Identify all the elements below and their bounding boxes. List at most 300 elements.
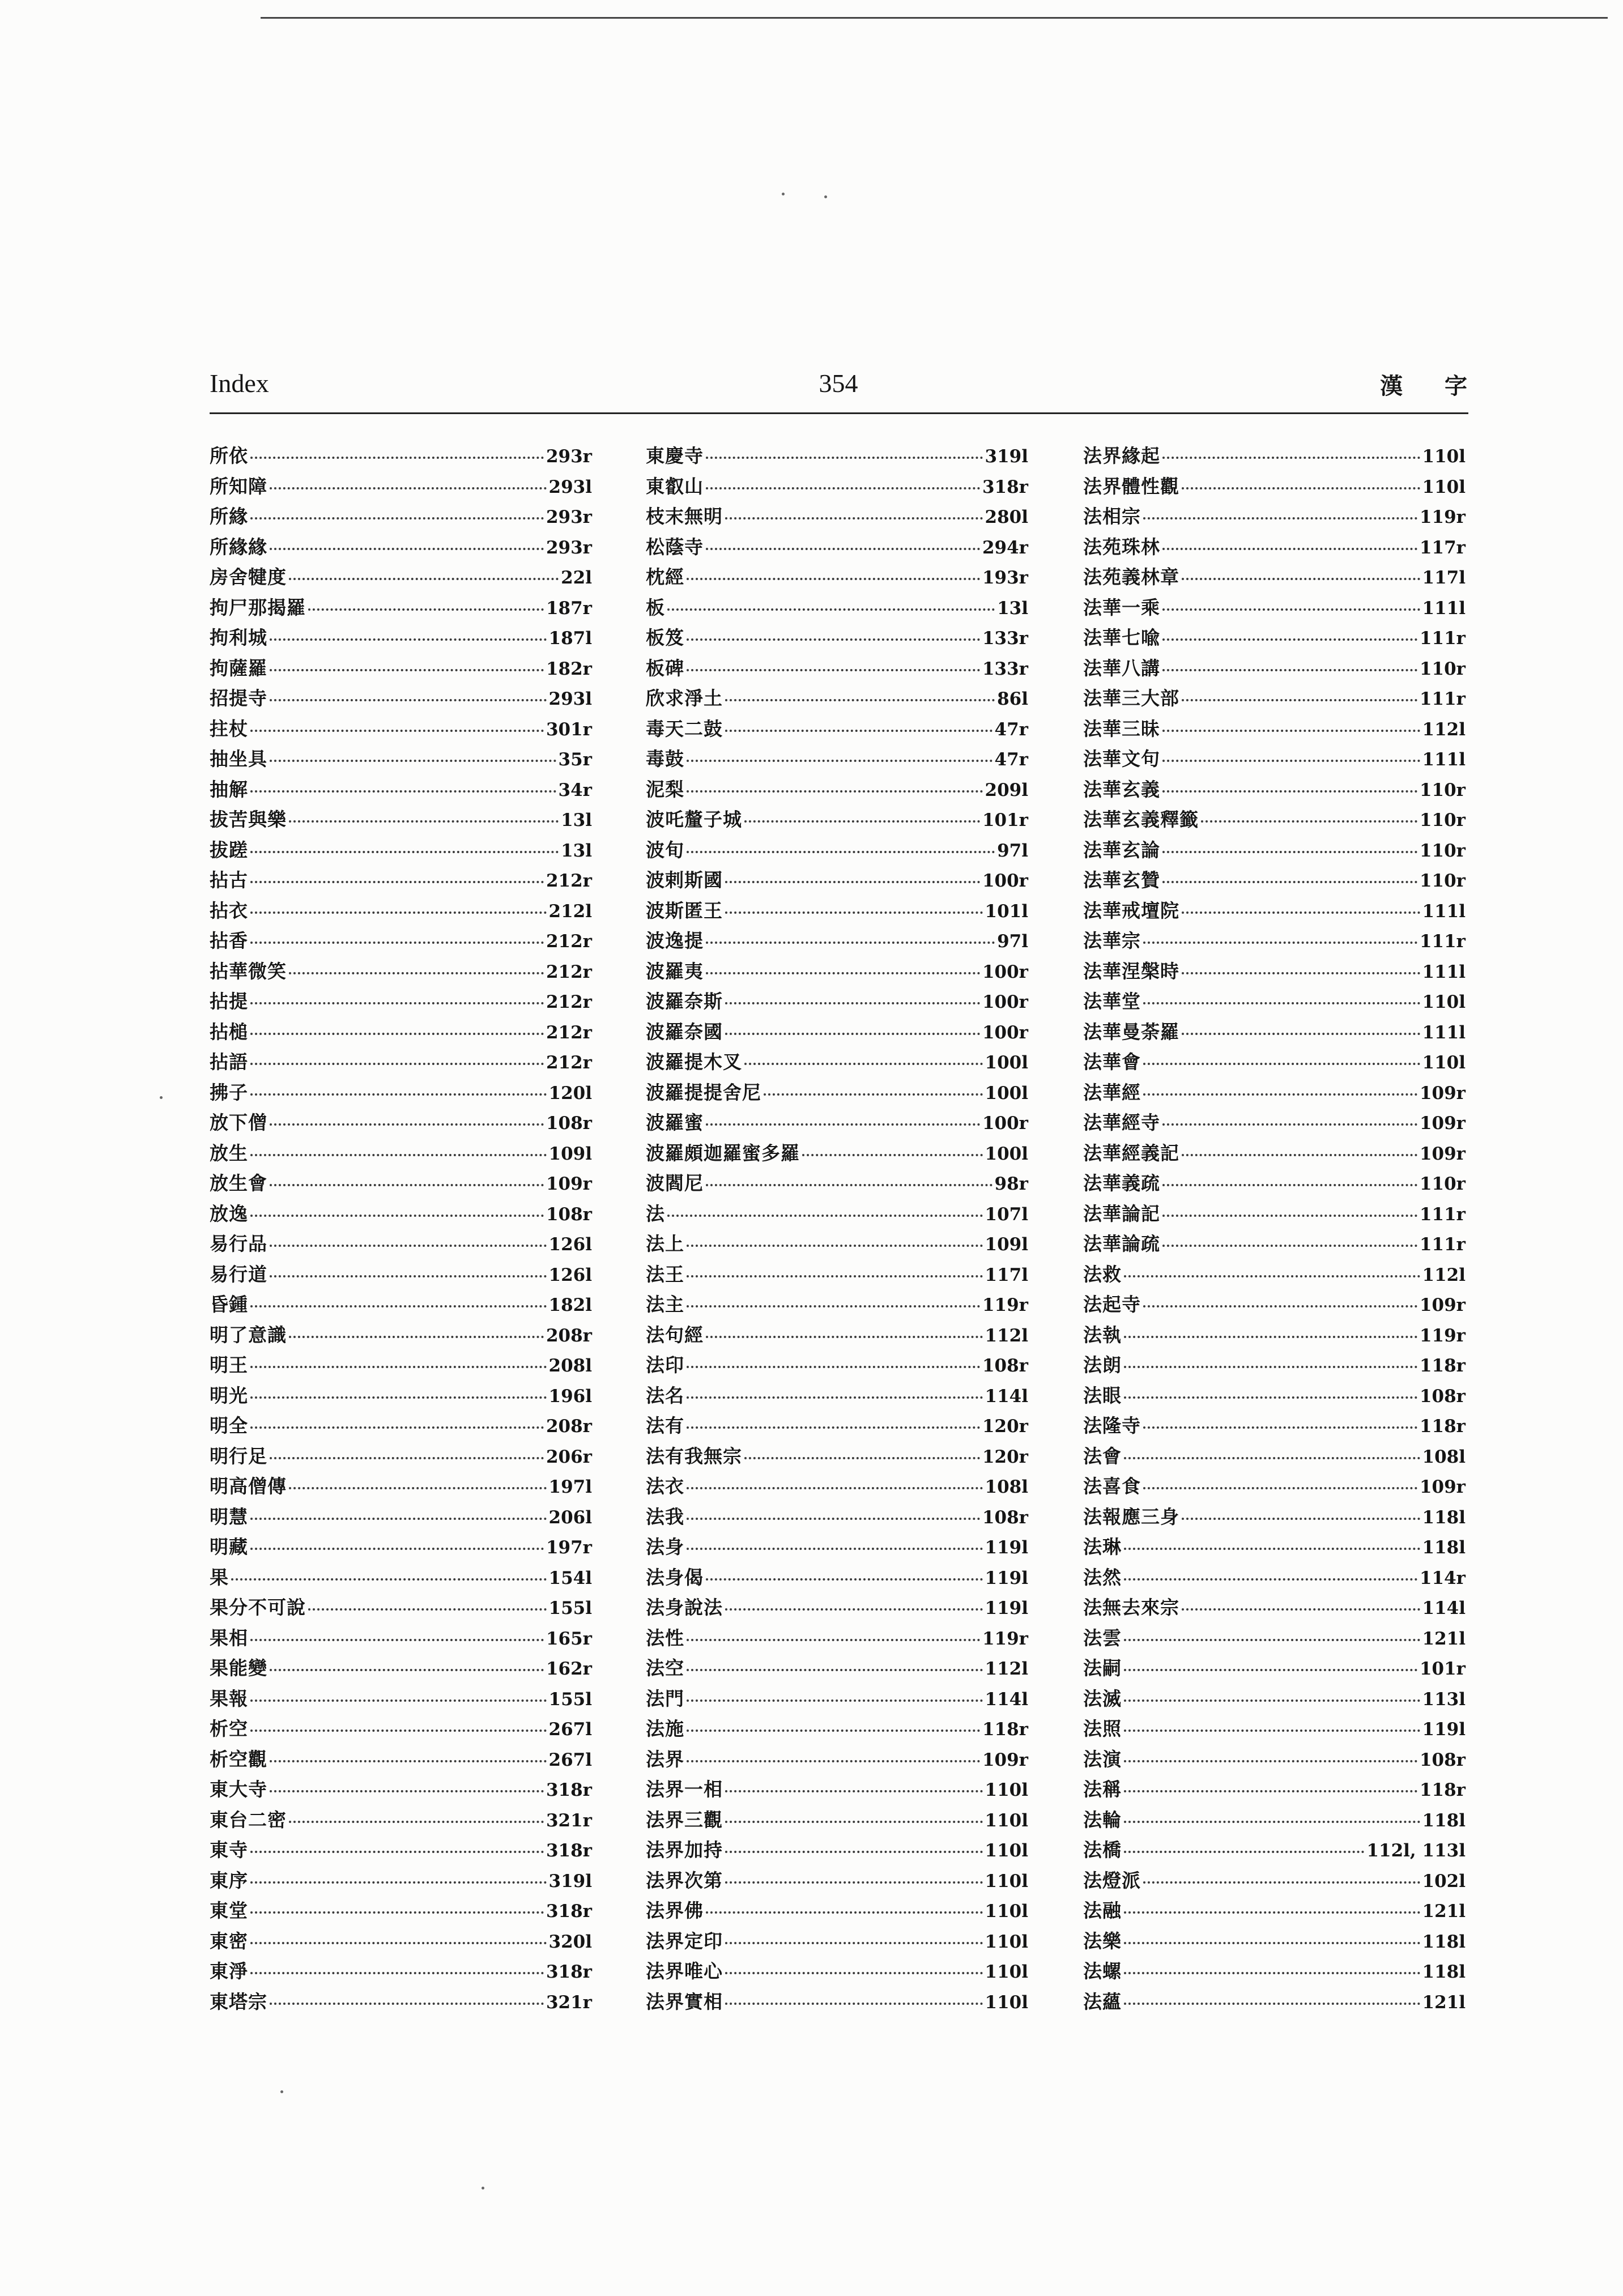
index-entry <box>210 532 592 563</box>
index-term: 法上 <box>646 1233 684 1255</box>
dot-leader <box>270 1760 547 1762</box>
index-term: 拈衣 <box>210 899 248 922</box>
index-entry <box>210 986 592 1017</box>
index-term: 法界加持 <box>646 1839 723 1861</box>
page-reference: 154l <box>548 1567 592 1588</box>
index-term: 法橋 <box>1083 1839 1122 1861</box>
index-entry <box>1083 1562 1466 1593</box>
dot-leader <box>706 548 980 550</box>
index-entry <box>210 623 592 653</box>
index-entry <box>1083 744 1466 774</box>
page-reference: 121l <box>1422 1992 1466 2013</box>
index-entry <box>210 1835 592 1865</box>
page-reference: 120l <box>548 1083 592 1104</box>
index-term: 拔蹉 <box>210 838 248 861</box>
page-reference: 86l <box>997 689 1028 709</box>
index-entry <box>210 1411 592 1441</box>
index-term: 法輪 <box>1083 1808 1122 1831</box>
section-label: 漢 字 <box>1380 373 1484 399</box>
index-term: 易行品 <box>210 1233 267 1255</box>
page-reference: 120r <box>982 1416 1028 1437</box>
dot-leader <box>1124 1942 1420 1944</box>
page-reference: 109r <box>1419 1295 1466 1315</box>
page-reference: 111r <box>1419 628 1466 649</box>
index-term: 法起寺 <box>1083 1293 1141 1315</box>
page-reference: 117l <box>985 1264 1028 1285</box>
index-entry <box>646 1471 1028 1502</box>
page-reference: 111l <box>1422 749 1466 770</box>
page-reference: 109r <box>982 1749 1028 1770</box>
dot-leader <box>250 1396 547 1399</box>
page-reference: 100l <box>985 1053 1028 1073</box>
page-reference: 113l <box>1422 1689 1466 1710</box>
dot-leader <box>687 851 995 853</box>
dot-leader <box>725 517 983 519</box>
dot-leader <box>250 1942 547 1944</box>
index-entry <box>210 1350 592 1381</box>
page-reference: 110r <box>1419 658 1466 679</box>
index-term: 法演 <box>1083 1748 1122 1770</box>
dot-leader <box>250 1426 544 1429</box>
index-entry <box>210 1805 592 1835</box>
page-reference: 293r <box>546 507 592 527</box>
index-term: 法華義疏 <box>1083 1172 1160 1194</box>
page-reference: 100r <box>982 1113 1028 1134</box>
index-term: 放下僧 <box>210 1111 267 1134</box>
page-reference: 126l <box>548 1234 592 1255</box>
page-reference: 102l <box>1422 1871 1466 1892</box>
index-term: 法華三大部 <box>1083 687 1179 709</box>
index-entry <box>1083 1107 1466 1138</box>
index-entry <box>1083 986 1466 1017</box>
index-entry <box>210 1714 592 1744</box>
index-term: 易行道 <box>210 1263 267 1285</box>
page-reference: 110r <box>1419 1174 1466 1194</box>
page-reference: 155l <box>548 1689 592 1710</box>
page-reference: 13l <box>561 810 592 830</box>
index-term: 東塔宗 <box>210 1990 267 2013</box>
index-entry <box>646 1168 1028 1199</box>
index-entry <box>1083 714 1466 744</box>
index-entry <box>210 1107 592 1138</box>
page-header <box>210 368 1484 408</box>
page-reference: 293l <box>548 689 592 709</box>
index-entry <box>1083 1441 1466 1472</box>
index-entry <box>210 744 592 774</box>
index-term: 波吒釐子城 <box>646 808 742 830</box>
dot-leader <box>725 911 983 914</box>
index-term: 拂子 <box>210 1081 248 1104</box>
index-entry <box>646 1320 1028 1351</box>
page-reference: 318r <box>546 1901 592 1922</box>
page-reference: 112l <box>985 1659 1028 1679</box>
index-term: 拈提 <box>210 990 248 1012</box>
index-entry <box>646 441 1028 471</box>
page-reference: 109l <box>985 1234 1028 1255</box>
index-entry <box>1083 1805 1466 1835</box>
index-entry <box>210 471 592 502</box>
page-reference: 126l <box>548 1264 592 1285</box>
index-term: 法華堂 <box>1083 990 1141 1012</box>
dot-leader <box>1143 942 1417 944</box>
dot-leader <box>706 1184 992 1186</box>
index-term: 波剌斯國 <box>646 869 723 891</box>
index-entry <box>1083 501 1466 532</box>
page-reference: 109r <box>546 1174 592 1194</box>
index-term: 抽解 <box>210 778 248 800</box>
index-entry <box>1083 926 1466 956</box>
dot-leader <box>1162 1184 1417 1186</box>
index-column-2 <box>646 441 1028 2017</box>
index-entry <box>1083 1138 1466 1169</box>
dot-leader <box>1143 517 1417 519</box>
page-reference: 267l <box>548 1749 592 1770</box>
page-reference: 182l <box>548 1295 592 1315</box>
dot-leader <box>308 608 544 611</box>
index-term: 法性 <box>646 1626 684 1649</box>
index-term: 明慧 <box>210 1505 248 1528</box>
dot-leader <box>1124 1911 1420 1914</box>
index-column-1 <box>210 441 592 2017</box>
index-term: 法華涅槃時 <box>1083 960 1179 982</box>
page-reference: 212l <box>548 901 592 922</box>
dot-leader <box>270 699 547 701</box>
page-reference: 110l <box>985 1871 1028 1892</box>
page-reference: 110l <box>1422 1053 1466 1073</box>
dot-leader <box>687 1518 980 1520</box>
dot-leader <box>1124 1730 1420 1732</box>
page-reference: 121l <box>1422 1901 1466 1922</box>
dot-leader <box>725 1821 983 1823</box>
index-term: 所依 <box>210 445 248 467</box>
page-reference: 110l <box>985 1992 1028 2013</box>
page-reference: 112l <box>1422 1264 1466 1285</box>
page-reference: 97l <box>997 840 1028 861</box>
page-reference: 165r <box>546 1628 592 1649</box>
index-entry <box>646 1865 1028 1896</box>
dot-leader <box>687 1487 983 1489</box>
index-entry <box>646 532 1028 563</box>
index-term: 放逸 <box>210 1202 248 1225</box>
dot-leader <box>1124 1396 1417 1399</box>
index-term: 法滅 <box>1083 1687 1122 1710</box>
index-entry <box>646 1774 1028 1805</box>
index-entry <box>210 1684 592 1714</box>
index-term: 法 <box>646 1202 665 1225</box>
page-reference: 119r <box>1419 1325 1466 1346</box>
index-entry <box>210 1077 592 1108</box>
index-term: 東淨 <box>210 1960 248 1982</box>
dot-leader <box>1162 851 1417 853</box>
scan-speck <box>482 2187 484 2189</box>
index-entry <box>210 835 592 866</box>
index-entry <box>1083 1411 1466 1441</box>
index-entry <box>646 1714 1028 1744</box>
dot-leader <box>1162 548 1417 550</box>
index-entry <box>1083 1956 1466 1987</box>
index-term: 招提寺 <box>210 687 267 709</box>
index-entry <box>210 774 592 805</box>
page-reference: 187l <box>548 628 592 649</box>
page-reference: 196l <box>548 1386 592 1407</box>
index-term: 法界實相 <box>646 1990 723 2013</box>
page-reference: 110l <box>1422 992 1466 1012</box>
page-reference: 212r <box>546 871 592 891</box>
index-entry <box>646 835 1028 866</box>
index-term: 東寺 <box>210 1839 248 1861</box>
dot-leader <box>1124 2003 1420 2005</box>
page-reference: 114l <box>985 1386 1028 1407</box>
index-term: 拘尸那揭羅 <box>210 596 306 619</box>
dot-leader <box>289 1821 544 1823</box>
index-entry <box>646 1835 1028 1865</box>
index-term: 抽坐具 <box>210 748 267 770</box>
index-term: 法空 <box>646 1657 684 1679</box>
index-entry <box>646 714 1028 744</box>
dot-leader <box>1124 1639 1420 1641</box>
page-reference: 212r <box>546 961 592 982</box>
dot-leader <box>687 1396 983 1399</box>
dot-leader <box>1162 790 1417 793</box>
index-entry <box>210 1532 592 1562</box>
page-reference: 118r <box>1419 1356 1466 1376</box>
dot-leader <box>1182 911 1420 914</box>
index-term: 波旬 <box>646 838 684 861</box>
index-term: 明藏 <box>210 1536 248 1558</box>
dot-leader <box>250 1063 544 1065</box>
dot-leader <box>1143 1426 1417 1429</box>
dot-leader <box>687 1639 980 1641</box>
index-term: 法融 <box>1083 1899 1122 1922</box>
dot-leader <box>1182 1518 1420 1520</box>
index-term: 法華經 <box>1083 1081 1141 1104</box>
dot-leader <box>250 730 544 732</box>
page-reference: 100l <box>985 1143 1028 1164</box>
index-entry <box>210 653 592 684</box>
index-term: 拘薩羅 <box>210 657 267 679</box>
page-reference: 110r <box>1419 840 1466 861</box>
dot-leader <box>667 1215 983 1217</box>
dot-leader <box>1182 699 1417 701</box>
page-reference: 35r <box>558 749 592 770</box>
page-reference: 280l <box>985 507 1028 527</box>
index-term: 法華七喩 <box>1083 627 1160 649</box>
index-entry <box>646 1350 1028 1381</box>
page-reference: 109r <box>1419 1113 1466 1134</box>
page-reference: 108r <box>1419 1386 1466 1407</box>
page-reference: 110l <box>985 1962 1028 1982</box>
page-reference: 120r <box>982 1446 1028 1467</box>
page-reference: 108r <box>982 1507 1028 1528</box>
index-entry <box>210 1259 592 1290</box>
dot-leader <box>706 1123 980 1126</box>
index-entry <box>646 1017 1028 1047</box>
page-reference: 206r <box>546 1446 592 1467</box>
index-term: 果分不可說 <box>210 1596 306 1618</box>
index-entry <box>646 1805 1028 1835</box>
page-reference: 133r <box>982 628 1028 649</box>
page-reference: 108l <box>1422 1446 1466 1467</box>
index-term: 明王 <box>210 1354 248 1376</box>
index-term: 法華曼荼羅 <box>1083 1020 1179 1043</box>
page-reference: 182r <box>546 658 592 679</box>
index-entry <box>646 1956 1028 1987</box>
index-term: 東序 <box>210 1869 248 1892</box>
index-term: 法華八講 <box>1083 657 1160 679</box>
index-entry <box>646 1259 1028 1290</box>
index-term: 法主 <box>646 1293 684 1315</box>
page-reference: 100r <box>982 1022 1028 1043</box>
index-term: 拈香 <box>210 930 248 952</box>
page-reference: 111l <box>1422 1022 1466 1043</box>
index-entry <box>210 1653 592 1684</box>
index-term: 所緣 <box>210 505 248 527</box>
index-entry <box>210 1229 592 1259</box>
dot-leader <box>1162 638 1417 641</box>
index-entry <box>646 1562 1028 1593</box>
dot-leader <box>250 1033 544 1035</box>
page-reference: 301r <box>546 719 592 740</box>
index-entry <box>1083 1714 1466 1744</box>
page-reference: 109r <box>1419 1477 1466 1497</box>
dot-leader <box>250 1730 547 1732</box>
dot-leader <box>270 1669 544 1671</box>
index-entry <box>1083 1017 1466 1047</box>
dot-leader <box>725 1608 983 1611</box>
page-reference: 110l <box>985 1931 1028 1952</box>
index-entry <box>1083 1350 1466 1381</box>
page-reference: 208l <box>548 1356 592 1376</box>
dot-leader <box>1124 1760 1417 1762</box>
dot-leader <box>250 517 544 519</box>
page-reference: 118r <box>982 1719 1028 1740</box>
index-term: 法施 <box>646 1718 684 1740</box>
index-entry <box>646 865 1028 896</box>
index-entry <box>210 1168 592 1199</box>
index-entry <box>1083 865 1466 896</box>
index-entry <box>210 865 592 896</box>
index-entry <box>646 1411 1028 1441</box>
dot-leader <box>687 1275 983 1277</box>
dot-leader <box>744 1063 983 1065</box>
index-term: 拈槌 <box>210 1020 248 1043</box>
dot-leader <box>1124 1366 1417 1368</box>
index-term: 波逸提 <box>646 930 704 952</box>
index-entry <box>1083 896 1466 926</box>
index-entry <box>646 1987 1028 2017</box>
index-term: 波羅奈斯 <box>646 990 723 1012</box>
index-term: 法界三觀 <box>646 1808 723 1831</box>
dot-leader <box>250 1305 547 1307</box>
index-term: 放生 <box>210 1141 248 1164</box>
dot-leader <box>270 1790 544 1792</box>
index-term: 所緣緣 <box>210 535 267 558</box>
index-entry <box>1083 1774 1466 1805</box>
index-term: 法琳 <box>1083 1536 1122 1558</box>
index-entry <box>1083 1320 1466 1351</box>
page-reference: 208r <box>546 1416 592 1437</box>
index-term: 波羅頗迦羅蜜多羅 <box>646 1141 800 1164</box>
dot-leader <box>687 578 980 580</box>
index-term: 法然 <box>1083 1566 1122 1588</box>
dot-leader <box>270 1245 547 1247</box>
index-entry <box>1083 1168 1466 1199</box>
page-reference: 119r <box>1419 507 1466 527</box>
scan-speck <box>824 195 827 198</box>
index-term: 法華玄義 <box>1083 778 1160 800</box>
index-term: 波羅奈國 <box>646 1020 723 1043</box>
dot-leader <box>250 881 544 883</box>
index-term: 法華玄贊 <box>1083 869 1160 891</box>
index-entry <box>210 1199 592 1229</box>
index-entry <box>646 1653 1028 1684</box>
page-reference: 118l <box>1422 1931 1466 1952</box>
index-entry <box>1083 956 1466 987</box>
index-term: 法身偈 <box>646 1566 704 1588</box>
index-entry <box>646 1077 1028 1108</box>
index-entry <box>1083 1623 1466 1654</box>
page-reference: 155l <box>548 1598 592 1618</box>
index-entry <box>1083 1229 1466 1259</box>
page-reference: 108r <box>546 1204 592 1225</box>
index-term: 東叡山 <box>646 475 704 497</box>
index-term: 毒天二鼓 <box>646 717 723 740</box>
dot-leader <box>667 608 995 611</box>
index-term: 法螺 <box>1083 1960 1122 1982</box>
page-reference: 114l <box>985 1689 1028 1710</box>
index-term: 拘利城 <box>210 627 267 649</box>
page-reference: 98r <box>994 1174 1028 1194</box>
dot-leader <box>250 790 556 793</box>
index-term: 法喜食 <box>1083 1475 1141 1497</box>
index-entry <box>1083 562 1466 593</box>
dot-leader <box>270 1457 544 1459</box>
index-term: 法眼 <box>1083 1384 1122 1407</box>
dot-leader <box>687 1426 980 1429</box>
dot-leader <box>706 487 980 489</box>
scan-speck <box>280 2090 283 2093</box>
index-entry <box>210 1926 592 1957</box>
page-reference: 318r <box>546 1962 592 1982</box>
dot-leader <box>250 1518 547 1520</box>
page-reference: 110l <box>985 1901 1028 1922</box>
dot-leader <box>289 820 559 823</box>
index-term: 所知障 <box>210 475 267 497</box>
dot-leader <box>706 1336 983 1338</box>
index-entry <box>646 653 1028 684</box>
index-entry <box>210 1289 592 1320</box>
index-entry <box>1083 1653 1466 1684</box>
index-term: 法無去來宗 <box>1083 1596 1179 1618</box>
page-reference: 114l <box>1422 1598 1466 1618</box>
page-reference: 212r <box>546 931 592 952</box>
dot-leader <box>270 1123 544 1126</box>
page-reference: 47r <box>994 719 1028 740</box>
page-reference: 100r <box>982 871 1028 891</box>
index-entry <box>210 1017 592 1047</box>
index-term: 波閻尼 <box>646 1172 704 1194</box>
page-reference: 118l <box>1422 1507 1466 1528</box>
index-term: 果 <box>210 1566 229 1588</box>
index-term: 毒鼓 <box>646 748 684 770</box>
page-reference: 119r <box>982 1628 1028 1649</box>
index-entry <box>646 471 1028 502</box>
dot-leader <box>706 1911 983 1914</box>
dot-leader <box>725 2003 983 2005</box>
page-reference: 318r <box>546 1841 592 1861</box>
page-reference: 212r <box>546 1022 592 1043</box>
index-term: 法華宗 <box>1083 930 1141 952</box>
